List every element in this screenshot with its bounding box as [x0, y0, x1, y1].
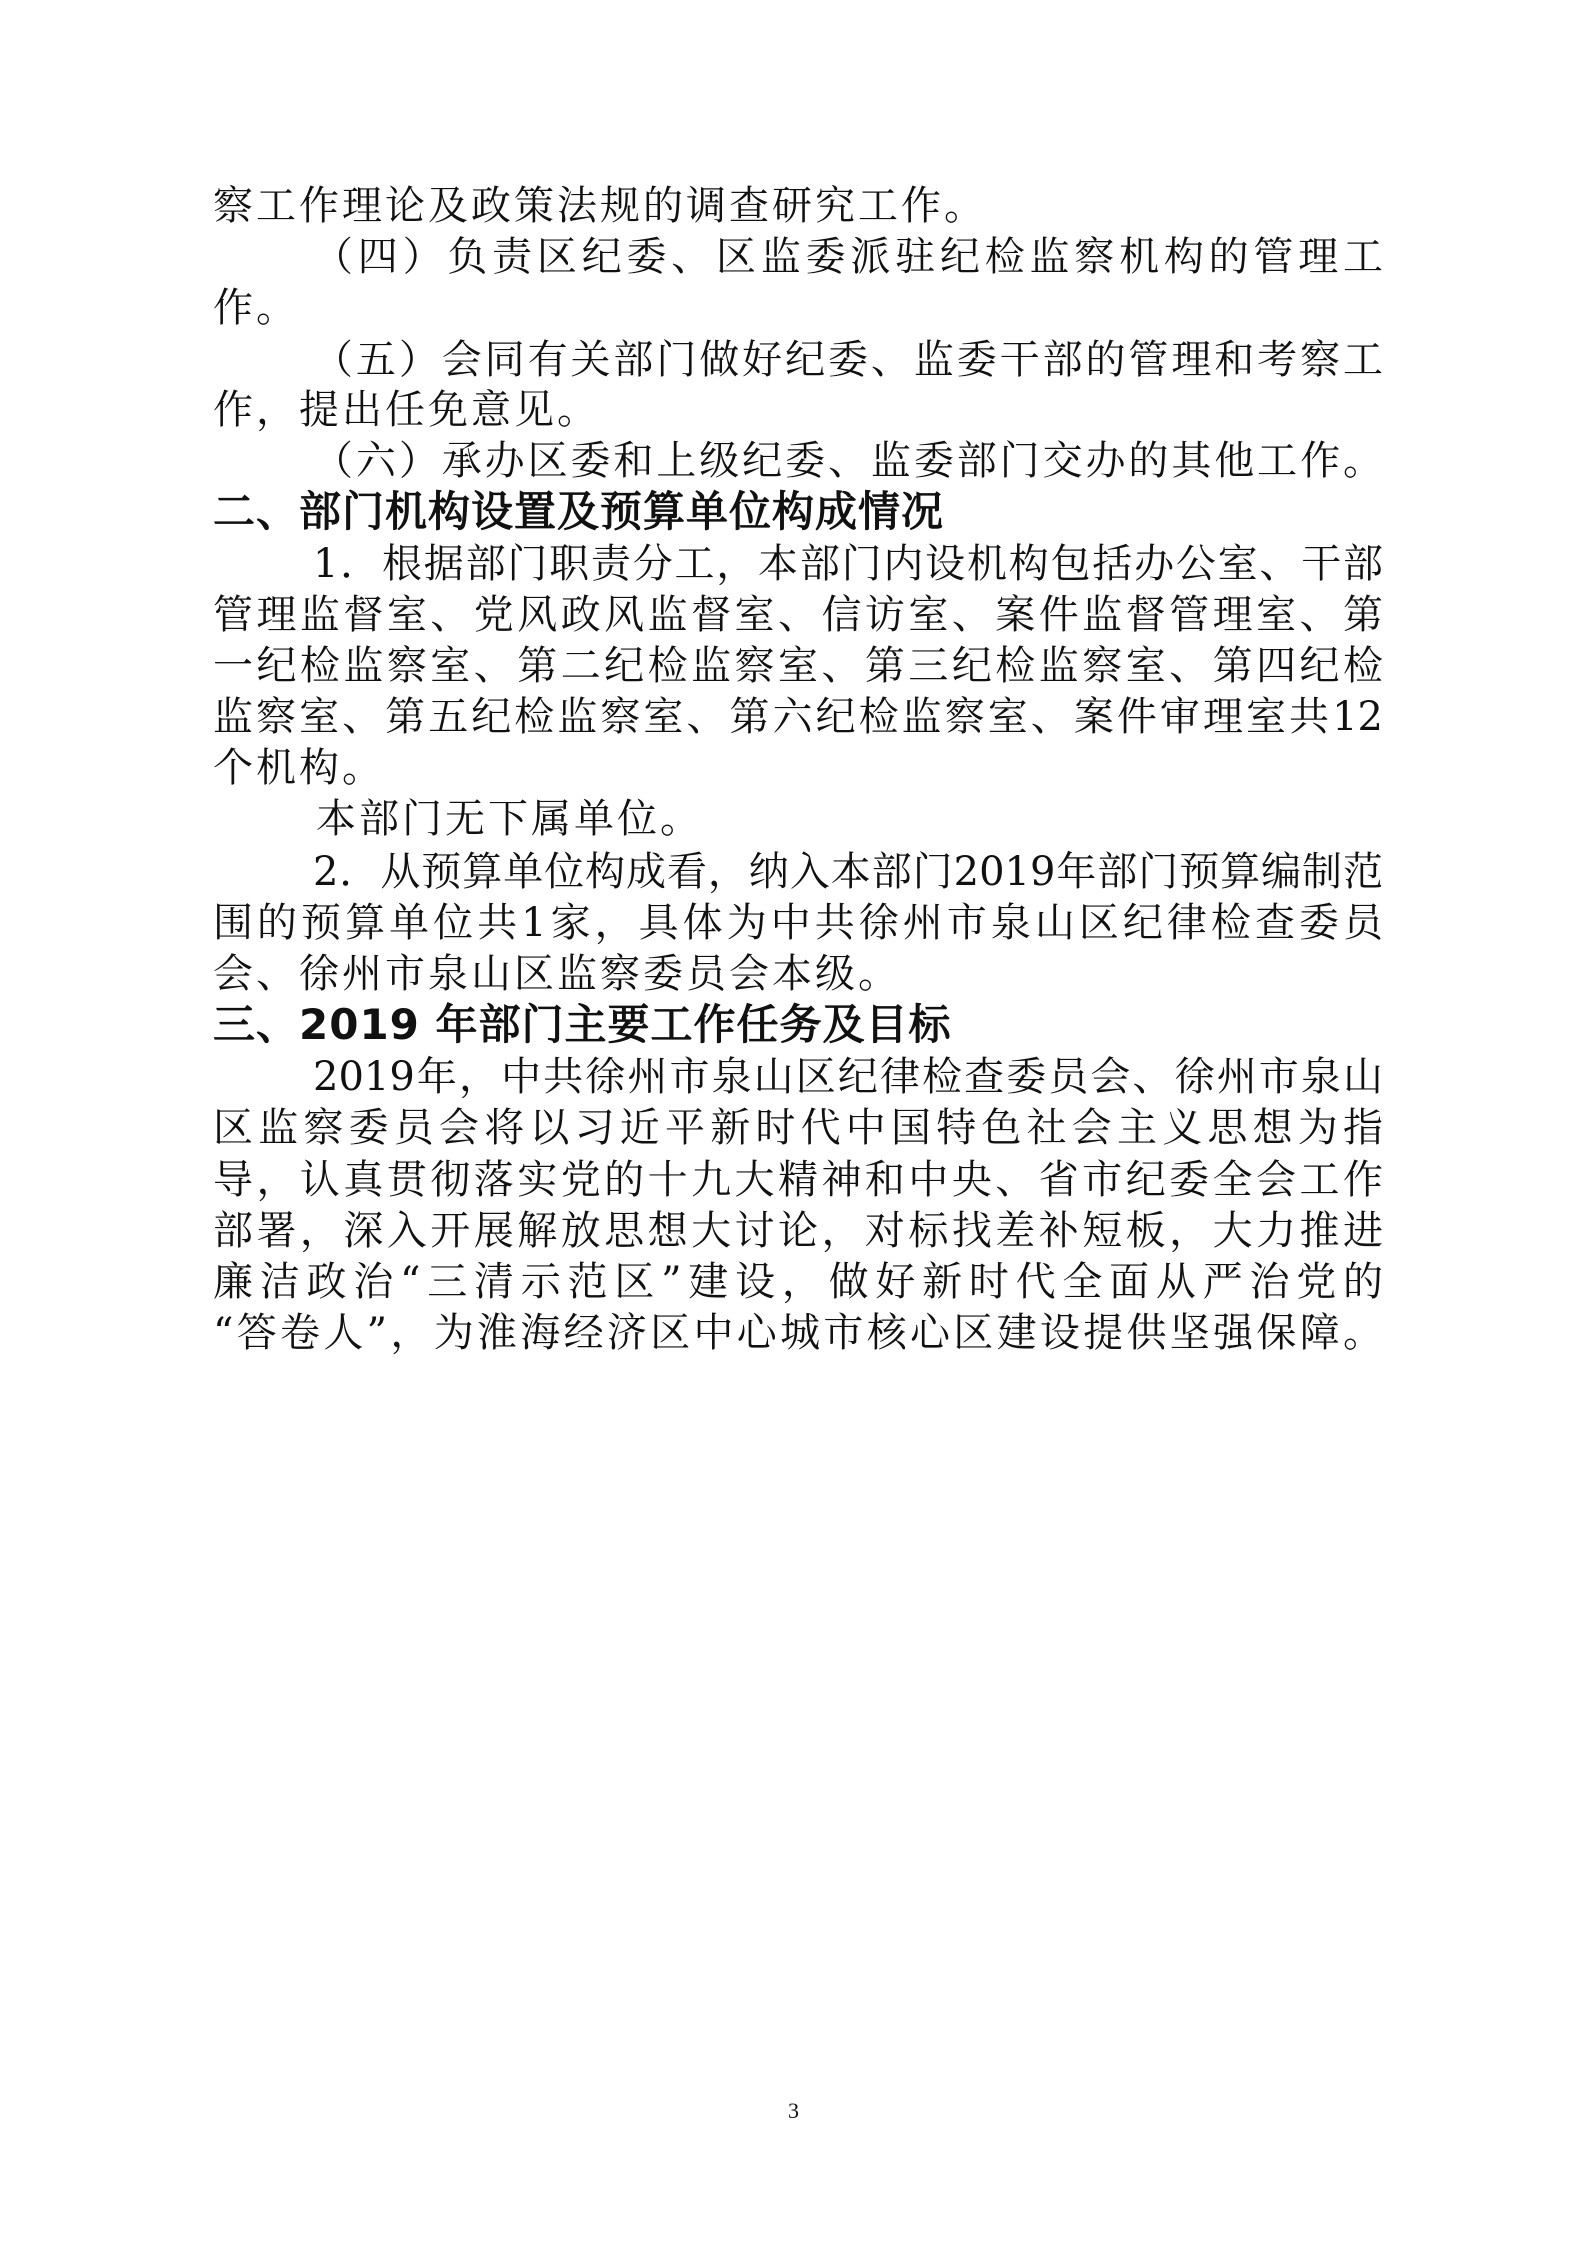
- paragraph-line: 监察室、第五纪检监察室、第六纪检监察室、案件审理室共12: [213, 694, 1383, 740]
- paragraph-line: （五）会同有关部门做好纪委、监委干部的管理和考察工: [313, 337, 1383, 383]
- paragraph-line: （六）承办区委和上级纪委、监委部门交办的其他工作。: [313, 438, 1383, 484]
- paragraph-line: 1．根据部门职责分工，本部门内设机构包括办公室、干部: [313, 541, 1383, 587]
- paragraph-line: 2．从预算单位构成看，纳入本部门2019年部门预算编制范: [313, 849, 1383, 895]
- paragraph-line: 管理监督室、党风政风监督室、信访室、案件监督管理室、第: [213, 592, 1383, 638]
- paragraph-line: 作，提出任免意见。: [213, 387, 600, 433]
- page-number: 3: [788, 2098, 799, 2123]
- section-heading: 二、部门机构设置及预算单位构成情况: [213, 487, 945, 536]
- paragraph-line: 作。: [213, 285, 299, 331]
- paragraph-line: 区监察委员会将以习近平新时代中国特色社会主义思想为指: [213, 1105, 1383, 1151]
- paragraph-line: 部署，深入开展解放思想大讨论，对标找差补短板，大力推进: [213, 1208, 1383, 1254]
- paragraph-line: “答卷人”，为淮海经济区中心城市核心区建设提供坚强保障。: [213, 1310, 1383, 1356]
- paragraph-line: 导，认真贯彻落实党的十九大精神和中央、省市纪委全会工作: [213, 1157, 1383, 1203]
- paragraph-line: 2019年，中共徐州市泉山区纪律检查委员会、徐州市泉山: [313, 1054, 1383, 1100]
- paragraph-line: 廉洁政治“三清示范区”建设，做好新时代全面从严治党的: [213, 1259, 1383, 1305]
- paragraph-line: 本部门无下属单位。: [316, 796, 703, 842]
- paragraph-line: 围的预算单位共1家，具体为中共徐州市泉山区纪律检查委员: [213, 900, 1383, 946]
- paragraph-line: 一纪检监察室、第二纪检监察室、第三纪检监察室、第四纪检: [213, 643, 1383, 689]
- paragraph-line: （四）负责区纪委、区监委派驻纪检监察机构的管理工: [313, 234, 1383, 280]
- paragraph-line: 会、徐州市泉山区监察委员会本级。: [213, 951, 901, 997]
- section-heading: 三、2019 年部门主要工作任务及目标: [213, 1000, 952, 1049]
- paragraph-line: 个机构。: [213, 745, 385, 791]
- paragraph-line: 察工作理论及政策法规的调查研究工作。: [213, 183, 987, 229]
